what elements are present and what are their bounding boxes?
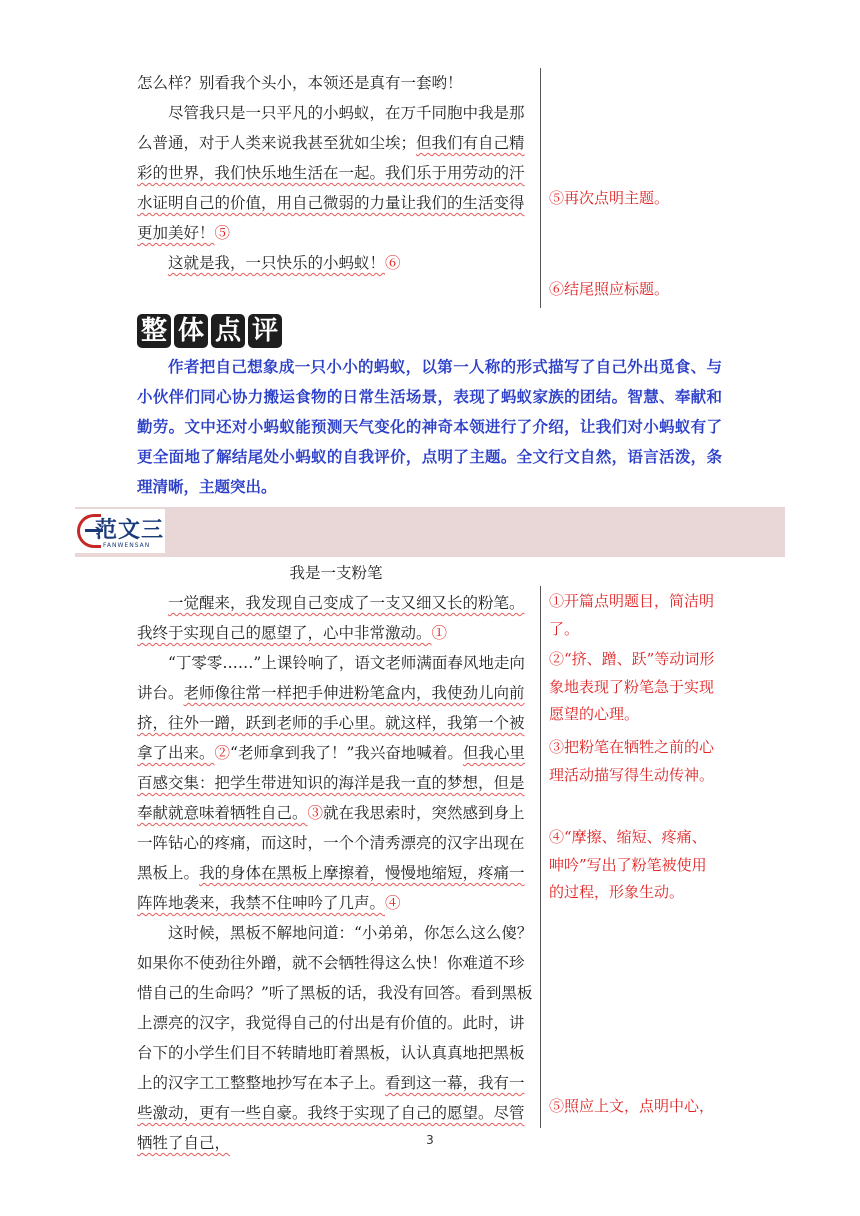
note-3: ③把粉笔在牺牲之前的心理活动描写得生动传神。: [549, 738, 715, 784]
plain-text: 就在我思索时，突然感到身上一阵钻心的疼痛，而这时，一个个清秀漂亮的汉字出现在黑板上。: [137, 804, 525, 882]
annotation-marker: ②: [214, 744, 231, 762]
note-4: ④“摩擦、缩短、疼痛、呻吟”写出了粉笔被使用的过程，形象生动。: [549, 828, 707, 901]
paragraph: [137, 98, 535, 248]
plain-text: 这时候，黑板不解地问道：“小弟弟，你怎么这么傻？如果你不使劲往外蹭，就不会牺牲得这么快！你难道不珍惜自己的生命吗？”听了黑板的话，我没有回答。看到黑板上漂亮的汉字，我觉得自己的付出是有价值的。此时，讲台下的小学生们目不转睛地盯着黑板，认认真真地把黑板上的汉字工工整整地抄写在本子上。: [137, 924, 533, 1092]
underlined-text: 看到这一幕，我有一些激动，更有一些自豪。我终于实现了自己的愿望。尽管牺牲了自己，: [137, 1074, 525, 1152]
paragraph: [137, 918, 535, 1158]
section-banner: [75, 507, 785, 557]
logo-subtext: FANWENSAN: [103, 542, 151, 549]
underlined-text: 但我心里百感交集：把学生带进知识的海洋是我一直的梦想，但是奉献就意味着牺牲自己。: [137, 744, 525, 822]
essay-title: 我是一支粉笔: [289, 564, 383, 582]
note-5: ⑤照应上文，点明中心，: [549, 1097, 715, 1115]
annotation-marker: ①: [431, 624, 448, 642]
fanwen-logo: [75, 509, 165, 553]
underlined-text: 但我们有自己精彩的世界，我们快乐地生活在一起。我们乐于用劳动的汗水证明自己的价值，用自己微弱的力量让我们的生活变得更加美好！: [137, 134, 525, 242]
note-5: ⑤再次点明主题。: [549, 189, 670, 207]
essay-section: [137, 558, 721, 1152]
paragraph: 怎么样？别看我个头小，本领还是真有一套哟！: [137, 74, 463, 92]
annotation-marker: ④: [385, 894, 401, 912]
underlined-text: 我的身体在黑板上摩擦着，慢慢地缩短，疼痛一阵阵地袭来，我禁不住呻吟了几声。: [137, 864, 525, 912]
note-1: ①开篇点明题目，简洁明了。: [549, 592, 715, 638]
review-heading-char: 点: [211, 314, 245, 348]
underlined-text: 老师像往常一样把手伸进粉笔盒内，我使劲儿向前挤，往外一蹭，跃到老师的手心里。就这样，我第一个被拿了出来。: [137, 684, 525, 762]
review-heading: [137, 314, 282, 348]
paragraph: [137, 648, 535, 918]
note-2: ②“挤、蹭、跃”等动词形象地表现了粉笔急于实现愿望的心理。: [549, 650, 715, 723]
logo-text: 范文三: [95, 518, 165, 543]
paragraph: [137, 248, 535, 278]
review-heading-char: 整: [137, 314, 171, 348]
annotation-marker: ⑥: [385, 254, 401, 272]
plain-text: 尽管我只是一只平凡的小蚂蚁，在万千同胞中我是那么普通，对于人类来说我甚至犹如尘埃；: [137, 104, 525, 152]
paragraph: [137, 588, 535, 648]
underlined-text: 一觉醒来，我发现自己变成了一支又细又长的粉笔。我终于实现自己的愿望了，心中非常激动。: [137, 594, 525, 642]
essay-main-text: [137, 588, 535, 1158]
top-main-text: [137, 68, 535, 278]
plain-text: “老师拿到我了！”我兴奋地喊着。: [230, 744, 463, 762]
review-text: 作者把自己想象成一只小小的蚂蚁，以第一人称的形式描写了自己外出觅食、与小伙伴们同心协力搬运食物的日常生活场景，表现了蚂蚁家族的团结。智慧、奉献和勤劳。文中还对小蚂蚁能预测天气变化的神奇本领进行了介绍，让我们对小蚂蚁有了更全面地了解结尾处小蚂蚁的自我评价，点明了主题。全文行文自然，语言活泼，条理清晰，主题突出。: [137, 358, 722, 496]
review-heading-char: 评: [248, 314, 282, 348]
plain-text: “丁零零……”上课铃响了，语文老师满面春风地走向讲台。: [137, 654, 525, 702]
top-section: [137, 68, 721, 308]
page-number: 3: [426, 1133, 434, 1147]
review-heading-char: 体: [174, 314, 208, 348]
underlined-text: 这就是我，一只快乐的小蚂蚁！: [168, 254, 386, 272]
annotation-marker: ⑤: [214, 224, 231, 242]
column-divider: [540, 586, 541, 1128]
column-divider: [540, 68, 541, 308]
note-6: ⑥结尾照应标题。: [549, 280, 670, 298]
annotation-marker: ③: [307, 804, 324, 822]
